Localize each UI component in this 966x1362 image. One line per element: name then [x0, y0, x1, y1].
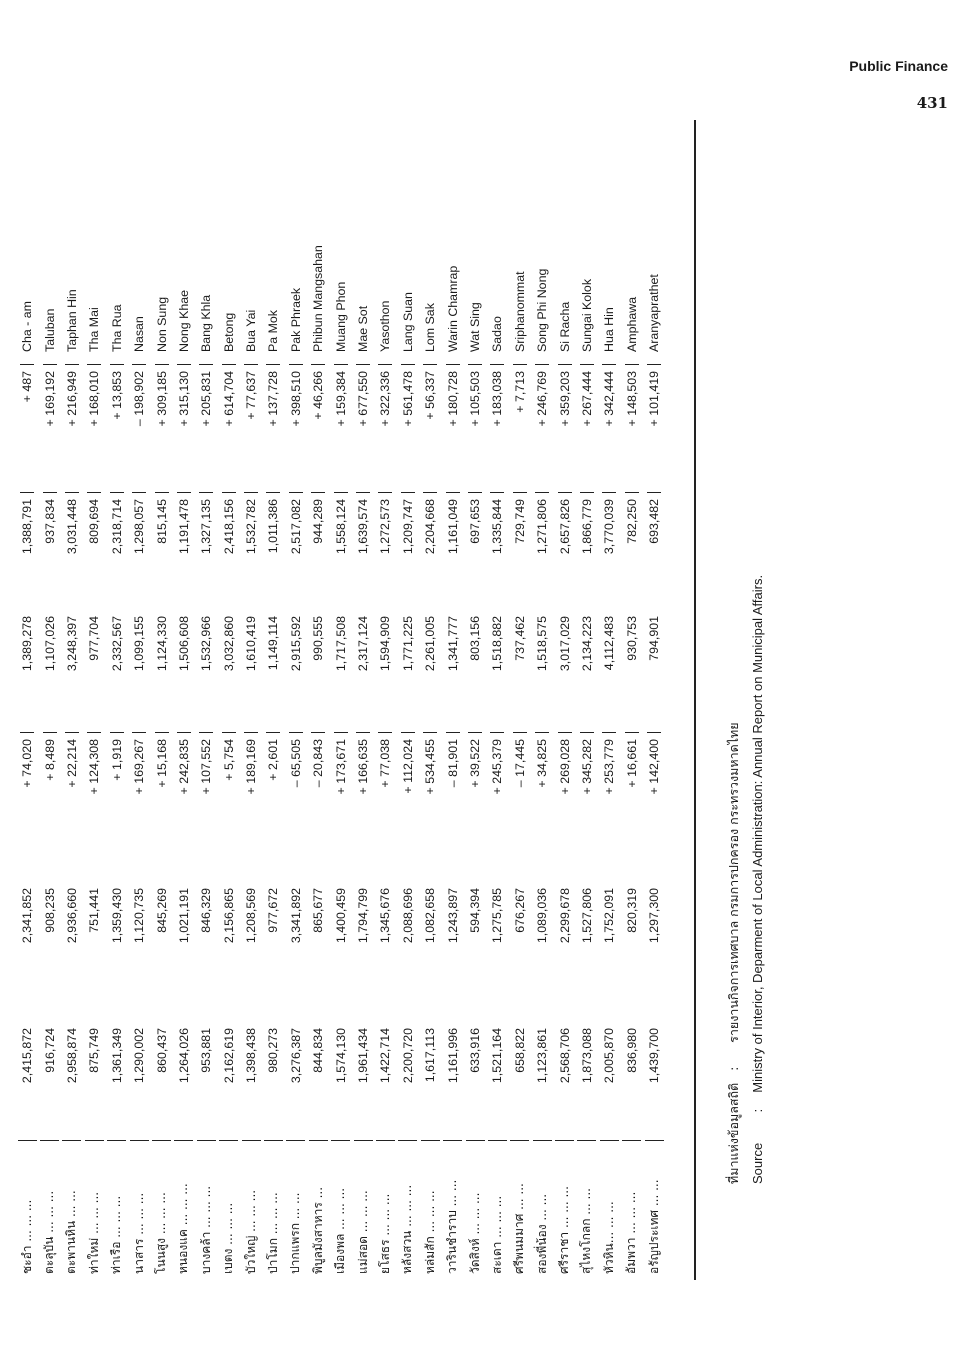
- value-cell-3: + 269,028: [558, 732, 572, 882]
- municipality-english-name: Song Phi Nong: [535, 268, 550, 352]
- page-section-title: Public Finance: [849, 58, 948, 74]
- value-cell-2: 1,275,785: [490, 888, 505, 944]
- value-cell-5: 1,271,806: [535, 492, 549, 610]
- value-cell-4: 2,261,005: [423, 616, 438, 672]
- value-cell-5: 1,558,124: [334, 492, 348, 610]
- value-cell-1: 1,290,002: [132, 1028, 147, 1084]
- municipality-thai-name: หล่มสัก ... ... ...: [421, 1140, 440, 1280]
- value-cell-2: 1,021,191: [176, 888, 191, 944]
- value-cell-6: + 398,510: [289, 364, 303, 492]
- value-cell-6: + 169,192: [43, 364, 57, 492]
- municipality-english-name: Mae Sot: [356, 305, 371, 352]
- value-cell-4: 737,462: [512, 616, 527, 661]
- value-cell-1: 658,822: [512, 1028, 527, 1073]
- value-cell-2: 1,243,897: [445, 888, 460, 944]
- value-cell-2: 977,672: [266, 888, 281, 933]
- municipality-thai-name: สะเดา ... ... ...: [488, 1140, 507, 1280]
- value-cell-4: 930,753: [624, 616, 639, 661]
- municipality-thai-name: ศรีราชา ... ... ...: [555, 1140, 574, 1280]
- table-row: [173, 120, 195, 1280]
- table-row: [285, 120, 307, 1280]
- table-row: [553, 120, 575, 1280]
- value-cell-2: 2,936,660: [64, 888, 79, 944]
- municipality-thai-name: วัดสิงห์ ... ... ...: [466, 1140, 485, 1280]
- municipality-thai-name: แม่สอด ... ... ...: [354, 1140, 373, 1280]
- value-cell-5: 944,289: [311, 492, 325, 610]
- value-cell-1: 1,422,714: [378, 1028, 393, 1084]
- value-cell-2: 820,319: [624, 888, 639, 933]
- value-cell-3: – 20,843: [311, 732, 325, 882]
- municipality-english-name: Sungai Kolok: [579, 278, 594, 352]
- value-cell-4: 1,610,419: [244, 616, 259, 672]
- table-row: [195, 120, 217, 1280]
- table-row: [240, 120, 262, 1280]
- table-row: [128, 120, 150, 1280]
- value-cell-2: 751,441: [87, 888, 102, 933]
- value-cell-4: 977,704: [87, 616, 102, 661]
- value-cell-5: 1,327,135: [199, 492, 213, 610]
- value-cell-3: – 81,901: [446, 732, 460, 882]
- value-cell-4: 2,915,592: [288, 616, 303, 672]
- municipality-thai-name: พิบูลมังสาหาร ...: [309, 1140, 328, 1280]
- municipality-english-name: Wat Sing: [468, 302, 482, 352]
- value-cell-1: 2,200,720: [400, 1028, 415, 1084]
- value-cell-4: 1,594,909: [378, 616, 393, 672]
- value-cell-6: + 159,384: [334, 364, 348, 492]
- value-cell-2: 1,400,459: [333, 888, 348, 944]
- municipality-thai-name: ยโสธร ... ... ...: [376, 1140, 395, 1280]
- value-cell-1: 2,415,872: [20, 1028, 35, 1084]
- value-cell-1: 1,521,164: [490, 1028, 505, 1084]
- page-number: 431: [916, 94, 948, 112]
- value-cell-2: 2,088,696: [400, 888, 415, 944]
- value-cell-6: + 267,444: [580, 364, 594, 492]
- table-row: [397, 120, 419, 1280]
- value-cell-5: 1,191,478: [177, 492, 191, 610]
- source-thai-label: ที่มาแห่งข้อมูลสถิติ: [726, 1082, 741, 1184]
- municipality-thai-name: ปากแพรก ... ...: [286, 1140, 305, 1280]
- table-row: [38, 120, 60, 1280]
- data-table: [16, 120, 665, 1280]
- value-cell-5: 809,694: [87, 492, 101, 610]
- value-cell-5: 729,749: [513, 492, 527, 610]
- value-cell-4: 803,156: [468, 616, 482, 661]
- value-cell-2: 1,089,036: [535, 888, 550, 944]
- value-cell-3: + 124,308: [87, 732, 101, 882]
- value-cell-4: 1,518,575: [535, 616, 550, 672]
- value-cell-1: 844,834: [311, 1028, 326, 1073]
- municipality-english-name: Aranyaprathet: [647, 274, 662, 352]
- value-cell-1: 1,574,130: [333, 1028, 348, 1084]
- table-row: [464, 120, 486, 1280]
- value-cell-3: + 112,024: [401, 732, 415, 882]
- value-cell-1: 2,162,619: [221, 1028, 236, 1084]
- value-cell-1: 1,398,438: [244, 1028, 259, 1084]
- municipality-english-name: Pak Phraek: [288, 287, 303, 352]
- value-cell-5: 1,161,049: [446, 492, 460, 610]
- value-cell-3: + 189,169: [244, 732, 258, 882]
- municipality-english-name: Tha Mai: [87, 307, 102, 352]
- table-row: [106, 120, 128, 1280]
- table-row: [16, 120, 38, 1280]
- municipality-thai-name: บางคล้า ... ... ...: [197, 1140, 216, 1280]
- value-cell-3: + 1,919: [110, 732, 124, 882]
- table-row: [218, 120, 240, 1280]
- value-cell-1: 916,724: [42, 1028, 57, 1073]
- municipality-english-name: Taluban: [42, 308, 57, 352]
- source-english-colon: :: [750, 1108, 765, 1113]
- value-cell-6: + 77,637: [244, 364, 258, 492]
- value-cell-5: 937,834: [43, 492, 57, 610]
- municipality-english-name: Nasan: [132, 316, 147, 352]
- value-cell-1: 1,361,349: [109, 1028, 124, 1084]
- value-cell-3: + 2,601: [266, 732, 280, 882]
- value-cell-5: 1,298,057: [132, 492, 146, 610]
- municipality-english-name: Bua Yai: [244, 309, 259, 352]
- value-cell-3: + 39,522: [468, 732, 482, 882]
- municipality-english-name: Si Racha: [557, 301, 572, 352]
- value-cell-5: 2,657,826: [558, 492, 572, 610]
- value-cell-2: 846,329: [199, 888, 214, 933]
- value-cell-6: + 183,038: [490, 364, 504, 492]
- value-cell-2: 1,082,658: [423, 888, 438, 944]
- value-cell-4: 3,032,860: [221, 616, 236, 672]
- value-cell-6: + 315,130: [177, 364, 191, 492]
- value-cell-3: + 34,825: [535, 732, 549, 882]
- value-cell-3: + 8,489: [43, 732, 57, 882]
- value-cell-4: 1,532,966: [199, 616, 214, 672]
- table-row: [419, 120, 441, 1280]
- value-cell-3: + 77,038: [378, 732, 392, 882]
- table-row: [150, 120, 172, 1280]
- value-cell-5: 2,517,082: [289, 492, 303, 610]
- value-cell-4: 1,389,278: [20, 616, 35, 672]
- value-cell-6: + 7,713: [513, 364, 527, 492]
- municipality-thai-name: สุไหงโกลก ... ...: [577, 1140, 596, 1280]
- value-cell-6: + 148,503: [625, 364, 639, 492]
- value-cell-6: + 137,728: [266, 364, 280, 492]
- municipality-thai-name: เบตง ... ... ...: [219, 1140, 238, 1280]
- value-cell-6: + 205,831: [199, 364, 213, 492]
- source-thai-line: [722, 120, 746, 1280]
- source-thai-text: รายงานกิจการเทศบาล กรมการปกครอง กระทรวงมหาดไทย: [726, 722, 741, 1043]
- value-cell-2: 594,394: [468, 888, 482, 933]
- value-cell-3: + 242,835: [177, 732, 191, 882]
- value-cell-2: 1,345,676: [378, 888, 393, 944]
- municipality-thai-name: ตะลุบัน ... ... ...: [40, 1140, 59, 1280]
- value-cell-1: 2,958,874: [64, 1028, 79, 1084]
- municipality-english-name: Nong Khae: [176, 289, 191, 352]
- table-row: [374, 120, 396, 1280]
- value-cell-6: + 487: [20, 364, 34, 492]
- table-row: [83, 120, 105, 1280]
- value-cell-3: + 142,400: [647, 732, 661, 882]
- value-cell-2: 676,267: [512, 888, 527, 933]
- value-cell-3: – 65,505: [289, 732, 303, 882]
- value-cell-1: 860,437: [154, 1028, 169, 1073]
- municipality-thai-name: ศรีพนมมาศ ... ...: [510, 1140, 529, 1280]
- municipality-english-name: Amphawa: [624, 296, 639, 352]
- table-row: [576, 120, 598, 1280]
- value-cell-5: 3,031,448: [65, 492, 79, 610]
- value-cell-6: + 359,203: [558, 364, 572, 492]
- value-cell-3: + 22,214: [65, 732, 79, 882]
- value-cell-5: 815,145: [155, 492, 169, 610]
- table-row: [531, 120, 553, 1280]
- value-cell-4: 2,317,124: [356, 616, 371, 672]
- table-row: [307, 120, 329, 1280]
- value-cell-1: 3,276,387: [288, 1028, 303, 1084]
- value-cell-4: 1,149,114: [266, 616, 281, 671]
- municipality-english-name: Tha Rua: [109, 304, 124, 352]
- value-cell-4: 2,134,223: [579, 616, 594, 672]
- municipality-english-name: Muang Phon: [333, 281, 348, 352]
- value-cell-1: 633,916: [468, 1028, 482, 1073]
- value-cell-5: 1,272,573: [378, 492, 392, 610]
- table-row: [509, 120, 531, 1280]
- value-cell-3: – 17,445: [513, 732, 527, 882]
- table-row: [329, 120, 351, 1280]
- value-cell-6: + 56,337: [423, 364, 437, 492]
- municipality-english-name: Pa Mok: [266, 309, 281, 352]
- value-cell-5: 782,250: [625, 492, 639, 610]
- value-cell-3: + 166,635: [356, 732, 370, 882]
- value-cell-6: + 309,185: [155, 364, 169, 492]
- value-cell-2: 845,269: [154, 888, 169, 933]
- value-cell-1: 1,161,996: [445, 1028, 460, 1084]
- municipality-thai-name: บัวใหญ่ ... ... ...: [242, 1140, 261, 1280]
- municipality-english-name: Cha - am: [20, 301, 35, 352]
- table-row: [352, 120, 374, 1280]
- value-cell-5: 2,418,156: [222, 492, 236, 610]
- value-cell-6: + 322,336: [378, 364, 392, 492]
- value-cell-3: + 169,267: [132, 732, 146, 882]
- value-cell-5: 1,011,386: [266, 492, 280, 610]
- municipality-english-name: Yasothon: [378, 300, 393, 352]
- value-cell-3: + 5,754: [222, 732, 236, 882]
- municipality-thai-name: หัวหิน... ... ...: [600, 1140, 619, 1280]
- value-cell-6: + 46,266: [311, 364, 325, 492]
- value-cell-4: 1,107,026: [42, 616, 57, 672]
- value-cell-4: 1,341,777: [445, 616, 460, 672]
- municipality-thai-name: วารินชำราบ ... ...: [443, 1140, 462, 1280]
- value-cell-2: 1,752,091: [602, 888, 617, 944]
- value-cell-2: 2,341,852: [20, 888, 35, 944]
- source-note: [722, 120, 770, 1280]
- value-cell-6: + 677,550: [356, 364, 370, 492]
- municipality-thai-name: ตะพานหิน ... ...: [62, 1140, 81, 1280]
- table-bottom-rule: [694, 120, 696, 1280]
- municipality-thai-name: ป่าโมก ... ... ...: [264, 1140, 283, 1280]
- value-cell-4: 1,518,882: [490, 616, 505, 672]
- value-cell-4: 3,248,397: [64, 616, 79, 672]
- municipality-thai-name: ชะอำ ... ... ...: [18, 1140, 37, 1280]
- value-cell-6: – 198,902: [132, 364, 146, 492]
- value-cell-2: 2,299,678: [557, 888, 572, 944]
- value-cell-3: + 245,379: [490, 732, 504, 882]
- value-cell-2: 908,235: [42, 888, 57, 933]
- value-cell-1: 1,123,861: [535, 1028, 550, 1084]
- value-cell-6: + 246,769: [535, 364, 549, 492]
- value-cell-3: + 534,455: [423, 732, 437, 882]
- municipality-thai-name: โนนสูง ... ... ...: [152, 1140, 171, 1280]
- value-cell-5: 1,532,782: [244, 492, 258, 610]
- rotated-table-block: [16, 120, 765, 1280]
- value-cell-4: 794,901: [647, 616, 662, 661]
- municipality-english-name: Betong: [221, 312, 236, 352]
- value-cell-3: + 345,282: [580, 732, 594, 882]
- value-cell-3: + 16,661: [625, 732, 639, 882]
- municipality-english-name: Taphan Hin: [64, 289, 79, 352]
- value-cell-5: 697,653: [468, 492, 482, 610]
- municipality-english-name: Lom Sak: [423, 303, 438, 352]
- municipality-english-name: Sadao: [490, 316, 505, 352]
- value-cell-2: 1,794,799: [356, 888, 371, 944]
- value-cell-6: + 168,010: [87, 364, 101, 492]
- value-cell-1: 1,873,088: [579, 1028, 594, 1084]
- value-cell-6: + 180,728: [446, 364, 460, 492]
- value-cell-5: 3,770,039: [602, 492, 616, 610]
- value-cell-2: 1,527,806: [579, 888, 594, 944]
- value-cell-4: 4,112,483: [602, 616, 617, 671]
- value-cell-6: + 561,478: [401, 364, 415, 492]
- municipality-thai-name: อรัญประเทศ ... ...: [645, 1140, 664, 1280]
- table-row: [262, 120, 284, 1280]
- value-cell-2: 1,297,300: [647, 888, 662, 944]
- value-cell-1: 1,264,026: [176, 1028, 191, 1084]
- value-cell-4: 1,506,608: [176, 616, 191, 672]
- municipality-thai-name: นาสาร ... ... ...: [130, 1140, 149, 1280]
- value-cell-6: + 13,853: [110, 364, 124, 492]
- value-cell-4: 1,099,155: [132, 616, 147, 672]
- value-cell-2: 1,359,430: [109, 888, 124, 944]
- value-cell-2: 2,156,865: [221, 888, 236, 944]
- value-cell-6: + 342,444: [602, 364, 616, 492]
- municipality-thai-name: หนองแค ... ... ...: [174, 1140, 193, 1280]
- value-cell-1: 875,749: [87, 1028, 102, 1073]
- value-cell-1: 1,617,113: [423, 1028, 438, 1083]
- value-cell-3: + 173,671: [334, 732, 348, 882]
- source-english-line: [746, 120, 770, 1280]
- municipality-english-name: Non Sung: [154, 296, 169, 352]
- value-cell-1: 1,439,700: [647, 1028, 662, 1084]
- value-cell-4: 1,771,225: [400, 616, 415, 672]
- municipality-english-name: Warin Chamrap: [445, 265, 460, 352]
- municipality-thai-name: หลังสวน ... ... ...: [398, 1140, 417, 1280]
- value-cell-6: + 105,503: [468, 364, 482, 492]
- municipality-english-name: Lang Suan: [400, 292, 415, 352]
- value-cell-2: 1,120,735: [132, 888, 147, 944]
- table-row: [486, 120, 508, 1280]
- value-cell-2: 3,341,892: [288, 888, 303, 944]
- value-cell-4: 2,332,567: [109, 616, 124, 672]
- value-cell-5: 1,388,791: [20, 492, 34, 610]
- municipality-english-name: Hua Hin: [602, 307, 617, 352]
- value-cell-1: 1,961,434: [356, 1028, 371, 1084]
- table-row: [643, 120, 665, 1280]
- value-cell-5: 1,639,574: [356, 492, 370, 610]
- municipality-thai-name: สองพี่น้อง ... ...: [533, 1140, 552, 1280]
- value-cell-6: + 101,419: [647, 364, 661, 492]
- value-cell-1: 2,005,870: [602, 1028, 617, 1084]
- value-cell-2: 865,677: [311, 888, 326, 933]
- value-cell-1: 836,980: [624, 1028, 639, 1073]
- table-row: [598, 120, 620, 1280]
- value-cell-3: + 253,779: [602, 732, 616, 882]
- table-row: [621, 120, 643, 1280]
- source-thai-colon: :: [726, 1066, 741, 1071]
- value-cell-4: 3,017,029: [557, 616, 572, 672]
- value-cell-5: 2,318,714: [110, 492, 124, 610]
- value-cell-1: 953,881: [199, 1028, 214, 1073]
- value-cell-5: 1,335,844: [490, 492, 504, 610]
- value-cell-2: 1,208,569: [244, 888, 259, 944]
- table-row: [441, 120, 463, 1280]
- value-cell-6: + 216,949: [65, 364, 79, 492]
- value-cell-4: 990,555: [311, 616, 326, 661]
- municipality-english-name: Sriphanommat: [512, 271, 527, 352]
- municipality-english-name: Bang Khla: [199, 294, 214, 352]
- value-cell-5: 1,209,747: [401, 492, 415, 610]
- value-cell-5: 2,204,668: [423, 492, 437, 610]
- value-cell-3: + 74,020: [20, 732, 34, 882]
- value-cell-3: + 15,168: [155, 732, 169, 882]
- municipality-thai-name: ท่าใหม่ ... ... ...: [85, 1140, 104, 1280]
- source-english-label: Source: [750, 1142, 765, 1184]
- municipality-thai-name: ท่าเรือ ... ... ...: [107, 1140, 126, 1280]
- municipality-english-name: Phibun Mangsahan: [311, 245, 326, 352]
- municipality-thai-name: อัมพวา ... ... ...: [622, 1140, 641, 1280]
- source-english-text: Ministry of Interior, Deparment of Local Administration: Annual Report on Municipal Affairs.: [750, 574, 765, 1093]
- value-cell-6: + 614,704: [222, 364, 236, 492]
- value-cell-5: 1,866,779: [580, 492, 594, 610]
- value-cell-1: 980,273: [266, 1028, 281, 1073]
- value-cell-3: + 107,552: [199, 732, 213, 882]
- value-cell-1: 2,568,706: [557, 1028, 572, 1084]
- value-cell-4: 1,124,330: [154, 616, 169, 672]
- value-cell-4: 1,717,508: [333, 616, 348, 672]
- table-row: [61, 120, 83, 1280]
- municipality-thai-name: เมืองพล ... ... ...: [331, 1140, 350, 1280]
- value-cell-5: 693,482: [647, 492, 661, 610]
